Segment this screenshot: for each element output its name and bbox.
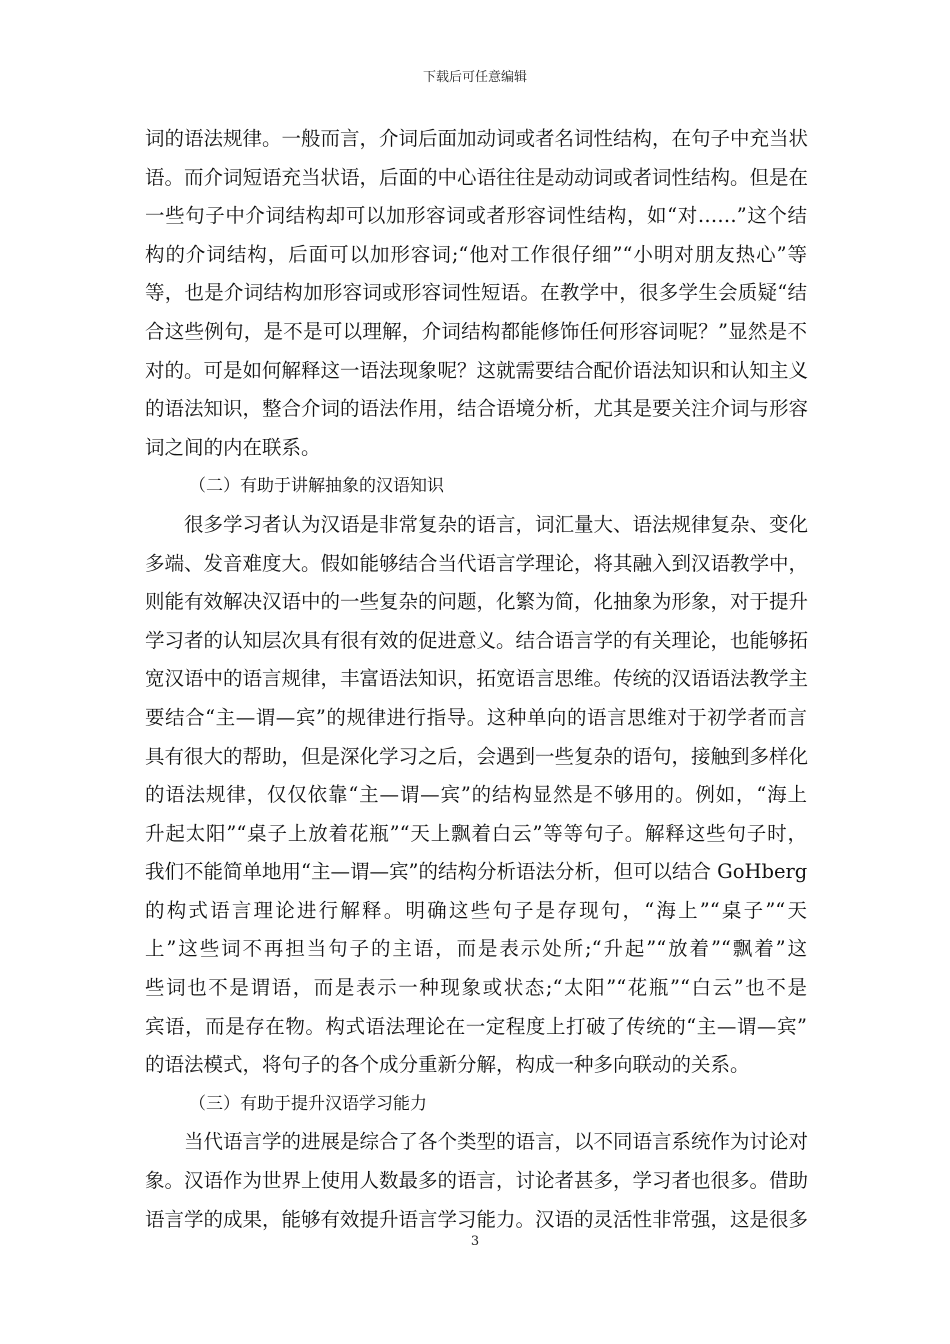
paragraph [145,1123,807,1239]
text-line: 则能有效解决汉语中的一些复杂的问题，化繁为简，化抽象为形象，对于提升 [145,590,809,614]
text-line: 些词也不是谓语，而是表示一种现象或状态;“太阳”“花瓶”“白云”也不是 [145,976,807,1000]
text-line: 很多学习者认为汉语是非常复杂的语言，词汇量大、语法规律复杂、变化 [184,512,809,536]
text-line: 具有很大的帮助，但是深化学习之后，会遇到一些复杂的语句，接触到多样化 [145,744,809,768]
text-line: 宽汉语中的语言规律，丰富语法知识，拓宽语言思维。传统的汉语语法教学主 [145,667,809,691]
text-line: 语。而介词短语充当状语，后面的中心语往往是动动词或者词性结构。但是在 [145,165,809,189]
text-line: 的语法规律，仅仅依靠“主—谓—宾”的结构显然是不够用的。例如，“海上 [145,783,807,807]
text-line: 多端、发音难度大。假如能够结合当代语言学理论，将其融入到汉语教学中， [145,551,809,575]
text-line: 等，也是介词结构加形容词或形容词性短语。在教学中，很多学生会质疑“结 [145,281,807,305]
section-heading: （二）有助于讲解抽象的汉语知识 [189,476,444,497]
text-line: 我们不能简单地用“主—谓—宾”的结构分析语法分析，但可以结合 GoHberg [145,860,808,884]
page-header: 下载后可任意编辑 [422,70,527,85]
page-number: 3 [470,1234,480,1249]
text-line: 构的介词结构，后面可以加形容词;“他对工作很仔细”“小明对朋友热心”等 [145,242,807,266]
text-line: 合这些例句，是不是可以理解，介词结构都能修饰任何形容词呢？”显然是不 [145,319,807,343]
text-line: 升起太阳”“桌子上放着花瓶”“天上飘着白云”等等句子。解释这些句子时， [145,821,807,845]
text-line: 一些句子中介词结构却可以加形容词或者形容词性结构，如“对……”这个结 [145,204,807,228]
text-line: 学习者的认知层次具有很有效的促进意义。结合语言学的有关理论，也能够拓 [145,628,809,652]
text-line: 的语法模式，将句子的各个成分重新分解，构成一种多向联动的关系。 [145,1053,750,1077]
document-body [145,120,807,1239]
text-line: 的语法知识，整合介词的语法作用，结合语境分析，尤其是要关注介词与形容 [145,397,809,421]
text-line: 对的。可是如何解释这一语法现象呢？这就需要结合配价语法知识和认知主义 [145,358,809,382]
section-heading: （三）有助于提升汉语学习能力 [189,1093,427,1114]
text-line: 要结合“主—谓—宾”的规律进行指导。这种单向的语言思维对于初学者而言 [145,705,807,729]
text-line: 词之间的内在联系。 [145,435,321,459]
text-line: 的构式语言理论进行解释。明确这些句子是存现句，“海上”“桌子”“天 [145,898,807,922]
text-line: 上”这些词不再担当句子的主语，而是表示处所;“升起”“放着”“飘着”这 [145,937,807,961]
text-line: 语言学的成果，能够有效提升语言学习能力。汉语的灵活性非常强，这是很多 [145,1207,809,1231]
text-line: 词的语法规律。一般而言，介词后面加动词或者名词性结构，在句子中充当状 [145,127,809,150]
text-line: 象。汉语作为世界上使用人数最多的语言，讨论者甚多，学习者也很多。借助 [145,1169,809,1193]
text-line: 当代语言学的进展是综合了各个类型的语言，以不同语言系统作为讨论对 [184,1130,809,1154]
text-line: 宾语，而是存在物。构式语法理论在一定程度上打破了传统的“主—谓—宾” [145,1014,807,1038]
paragraph [145,120,807,467]
paragraph [145,506,807,1085]
